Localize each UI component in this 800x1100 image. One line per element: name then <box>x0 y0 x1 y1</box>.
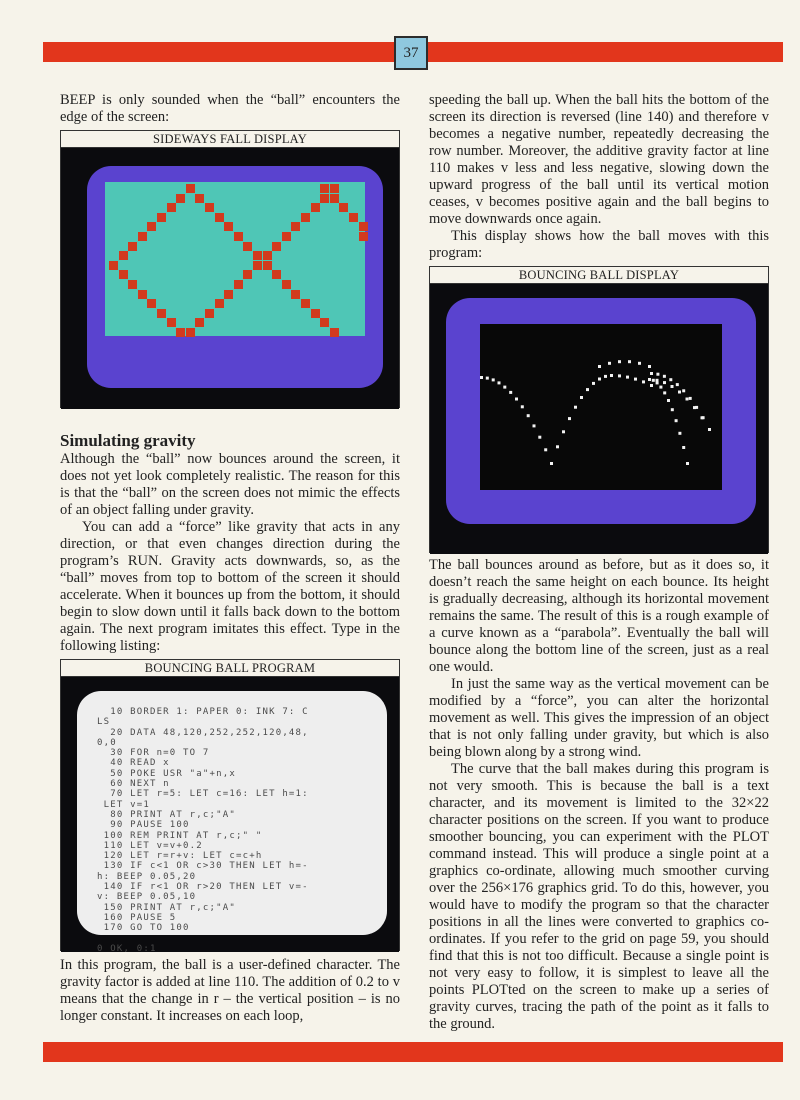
ball-dot <box>556 445 559 448</box>
screen-image <box>430 284 768 554</box>
ball-dot <box>610 374 613 377</box>
ball-dot <box>618 374 621 377</box>
ball-dot <box>498 381 501 384</box>
code-line: v: BEEP 0.05,10 <box>97 892 197 903</box>
ball-dot <box>509 391 512 394</box>
program-explanation: In this program, the ball is a user-defined character. The gravity factor is added at line 110. The addition of 0.2 to v means that the change in r – the vertical position – is no longer constant. It increases on each loop, <box>60 957 400 1024</box>
ball-dot <box>686 462 689 465</box>
code-line: 50 POKE USR "a"+n,x <box>97 768 236 779</box>
ball-cell <box>215 299 224 308</box>
code-line: 100 REM PRINT AT r,c;" " <box>97 830 263 841</box>
ball-dot <box>642 380 645 383</box>
code-line: h: BEEP 0.05,20 <box>97 871 197 882</box>
force-paragraph: In just the same way as the vertical movement can be modified by a “force”, you can alter the horizontal movement as well. This gives the impression of an object that is not only falling under gravity, but which is also being blown along by a strong wind. <box>429 676 769 760</box>
ball-dot <box>650 372 653 375</box>
ball-cell <box>109 261 118 270</box>
ball-dot <box>656 381 659 384</box>
ball-dot <box>656 379 659 382</box>
ball-cell <box>176 328 185 337</box>
code-line: 0 OK, 0:1 <box>97 943 157 952</box>
ball-cell <box>263 261 272 270</box>
ball-dot <box>598 378 601 381</box>
bottom-decorative-bar <box>43 1042 783 1062</box>
ball-cell <box>186 184 195 193</box>
ball-dot <box>544 448 547 451</box>
program-listing <box>97 707 309 952</box>
intro-paragraph: BEEP is only sounded when the “ball” encounters the edge of the screen: <box>60 92 400 125</box>
ball-cell <box>301 299 310 308</box>
code-line: 150 PRINT AT r,c;"A" <box>97 902 236 913</box>
ball-cell <box>320 184 329 193</box>
ball-dot <box>486 377 489 380</box>
ball-cell <box>311 203 320 212</box>
figure-caption: BOUNCING BALL PROGRAM <box>61 660 399 677</box>
ball-trail <box>105 182 365 336</box>
ball-cell <box>234 232 243 241</box>
ball-dot <box>663 391 666 394</box>
ball-dot <box>682 389 685 392</box>
gravity-paragraph-3: speeding the ball up. When the ball hits the bottom of the screen its direction is reversed (line 140) and therefore v becomes a negative number, repeatedly decreasing the row number. Moreover, the additive gravity factor at line 110 makes v less and less negative, slowing down the upward progress of the ball until its vertical motion ceases, v becomes positive again and the ball begins to move downwards once again. <box>429 92 769 227</box>
ball-cell <box>263 251 272 260</box>
ball-cell <box>282 232 291 241</box>
ball-dot <box>580 396 583 399</box>
code-line: 90 PAUSE 100 <box>97 820 190 831</box>
sideways-fall-figure <box>60 130 400 408</box>
ball-dot <box>676 383 679 386</box>
code-line: 110 LET v=v+0.2 <box>97 840 203 851</box>
ball-cell <box>243 270 252 279</box>
ball-cell <box>253 251 262 260</box>
tv-screen <box>446 298 756 524</box>
figure-caption: BOUNCING BALL DISPLAY <box>430 267 768 284</box>
ball-cell <box>147 222 156 231</box>
paper-area <box>480 324 722 490</box>
ball-dot <box>678 391 681 394</box>
code-line: 80 PRINT AT r,c;"A" <box>97 809 236 820</box>
ball-cell <box>128 242 137 251</box>
code-line: 120 LET r=r+v: LET c=c+h <box>97 851 263 862</box>
ball-dot <box>515 398 518 401</box>
code-line: 0,0 <box>97 737 117 748</box>
ball-cell <box>138 290 147 299</box>
ball-cell <box>167 318 176 327</box>
ball-cell <box>359 222 368 231</box>
section-heading: Simulating gravity <box>60 431 196 450</box>
ball-cell <box>157 213 166 222</box>
tv-screen <box>87 166 383 388</box>
code-line <box>97 934 309 944</box>
tv-screen <box>77 691 387 952</box>
ball-dot <box>693 406 696 409</box>
screen-image <box>61 677 399 952</box>
ball-cell <box>224 222 233 231</box>
ball-dot <box>628 360 631 363</box>
ball-cell <box>167 203 176 212</box>
left-column <box>60 92 400 1025</box>
ball-path <box>480 324 722 490</box>
ball-dot <box>638 362 641 365</box>
ball-dot <box>634 378 637 381</box>
ball-cell <box>330 328 339 337</box>
ball-cell <box>330 184 339 193</box>
ball-cell <box>119 251 128 260</box>
ball-cell <box>359 232 368 241</box>
ball-dot <box>675 419 678 422</box>
code-line: 170 GO TO 100 <box>97 923 190 934</box>
bouncing-ball-program-figure <box>60 659 400 951</box>
ball-dot <box>663 381 666 384</box>
ball-dot <box>652 379 655 382</box>
ball-cell <box>272 242 281 251</box>
ball-cell <box>128 280 137 289</box>
ball-dot <box>533 424 536 427</box>
ball-dot <box>618 360 621 363</box>
ball-cell <box>272 270 281 279</box>
ball-cell <box>243 242 252 251</box>
code-line: 40 READ x <box>97 758 170 769</box>
ball-cell <box>215 213 224 222</box>
ball-cell <box>176 194 185 203</box>
figure-caption: SIDEWAYS FALL DISPLAY <box>61 131 399 148</box>
ball-cell <box>330 194 339 203</box>
ball-dot <box>480 376 483 379</box>
ball-cell <box>224 290 233 299</box>
ball-cell <box>253 261 262 270</box>
ball-dot <box>671 408 674 411</box>
code-line: 30 FOR n=0 TO 7 <box>97 748 210 759</box>
ball-dot <box>669 378 672 381</box>
ball-cell <box>311 309 320 318</box>
ball-cell <box>339 203 348 212</box>
ball-cell <box>291 222 300 231</box>
ball-dot <box>604 375 607 378</box>
ball-dot <box>648 378 651 381</box>
ball-cell <box>301 213 310 222</box>
ball-dot <box>656 373 659 376</box>
ball-cell <box>157 309 166 318</box>
paper-area <box>105 182 365 336</box>
parabola-paragraph: The ball bounces around as before, but as it does so, it doesn’t reach the same height on each bounce. Its height is gradually decreasing, although its horizontal movement remains the same. The result of this is a rough example of a curve known as a “parabola”. Eventually the ball will bounce along the bottom line of the screen, just as a real one would. <box>429 557 769 675</box>
ball-dot <box>586 388 589 391</box>
ball-dot <box>492 378 495 381</box>
ball-dot <box>659 386 662 389</box>
ball-cell <box>195 318 204 327</box>
gravity-paragraph-2: You can add a “force” like gravity that acts in any direction, or that even changes direction during the program’s RUN. Gravity acts downwards, so, as the “ball” moves from top to bottom of the screen it should accelerate. When it bounces up from the bottom, it should begin to slow down until it falls back down to the bottom again. The next program imitates this effect. Type in the following listing: <box>60 519 400 654</box>
ball-dot <box>568 417 571 420</box>
ball-cell <box>234 280 243 289</box>
code-line: 60 NEXT n <box>97 779 170 790</box>
ball-dot <box>608 362 611 365</box>
right-column <box>429 92 769 1033</box>
ball-dot <box>663 375 666 378</box>
ball-dot <box>678 432 681 435</box>
ball-dot <box>650 384 653 387</box>
ball-cell <box>186 328 195 337</box>
ball-dot <box>521 405 524 408</box>
page-number: 37 <box>394 36 428 70</box>
code-line: LET v=1 <box>97 799 150 810</box>
code-line: 140 IF r<1 OR r>20 THEN LET v=- <box>97 882 309 893</box>
code-line: 130 IF c<1 OR c>30 THEN LET h=- <box>97 861 309 872</box>
ball-cell <box>291 290 300 299</box>
ball-cell <box>205 203 214 212</box>
code-line: 70 LET r=5: LET c=16: LET h=1: <box>97 789 309 800</box>
ball-dot <box>689 397 692 400</box>
code-line: 10 BORDER 1: PAPER 0: INK 7: C <box>97 707 309 717</box>
ball-cell <box>195 194 204 203</box>
ball-dot <box>671 385 674 388</box>
plot-paragraph: The curve that the ball makes during this program is not very smooth. This is because the ball is a text character, and its movement is limited to the 32×22 character positions on the screen. If you want to produce smoother bouncing, you can experiment with the PLOT command instead. This will produce a single point at a graphics co-ordinate, allowing much smoother curving over the 256×176 graphics grid. To do this, however, you would have to modify the program so that the character positions in all the lines were converted to graphics co-ordinates. If you refer to the grid on page 59, you should find that this is not too difficult. Because a single point is not very easy to follow, it is simplest to leave all the points PLOTted on the screen to make up a series of gravity curves, tracing the path of the point as it falls to the ground. <box>429 761 769 1032</box>
ball-dot <box>708 428 711 431</box>
ball-dot <box>686 398 689 401</box>
ball-cell <box>349 213 358 222</box>
ball-dot <box>538 436 541 439</box>
ball-dot <box>592 382 595 385</box>
ball-dot <box>667 399 670 402</box>
ball-cell <box>320 318 329 327</box>
bouncing-ball-display-figure <box>429 266 769 553</box>
code-line: 20 DATA 48,120,252,252,120,48, <box>97 727 309 738</box>
ball-cell <box>147 299 156 308</box>
ball-dot <box>682 446 685 449</box>
code-line: 160 PAUSE 5 <box>97 912 177 923</box>
display-intro-paragraph: This display shows how the ball moves with this program: <box>429 228 769 261</box>
ball-dot <box>550 462 553 465</box>
screen-image <box>61 148 399 409</box>
ball-dot <box>503 386 506 389</box>
ball-cell <box>320 194 329 203</box>
ball-dot <box>701 416 704 419</box>
code-line: LS <box>97 717 111 728</box>
ball-dot <box>598 365 601 368</box>
ball-dot <box>574 406 577 409</box>
ball-cell <box>205 309 214 318</box>
ball-dot <box>562 430 565 433</box>
ball-cell <box>119 270 128 279</box>
ball-cell <box>282 280 291 289</box>
ball-dot <box>648 365 651 368</box>
ball-cell <box>138 232 147 241</box>
gravity-paragraph-1: Although the “ball” now bounces around the screen, it does not yet look completely realistic. The reason for this is that the “ball” on the screen does not mimic the effects of an object falling under gravity. <box>60 451 400 518</box>
ball-dot <box>626 376 629 379</box>
ball-dot <box>527 414 530 417</box>
